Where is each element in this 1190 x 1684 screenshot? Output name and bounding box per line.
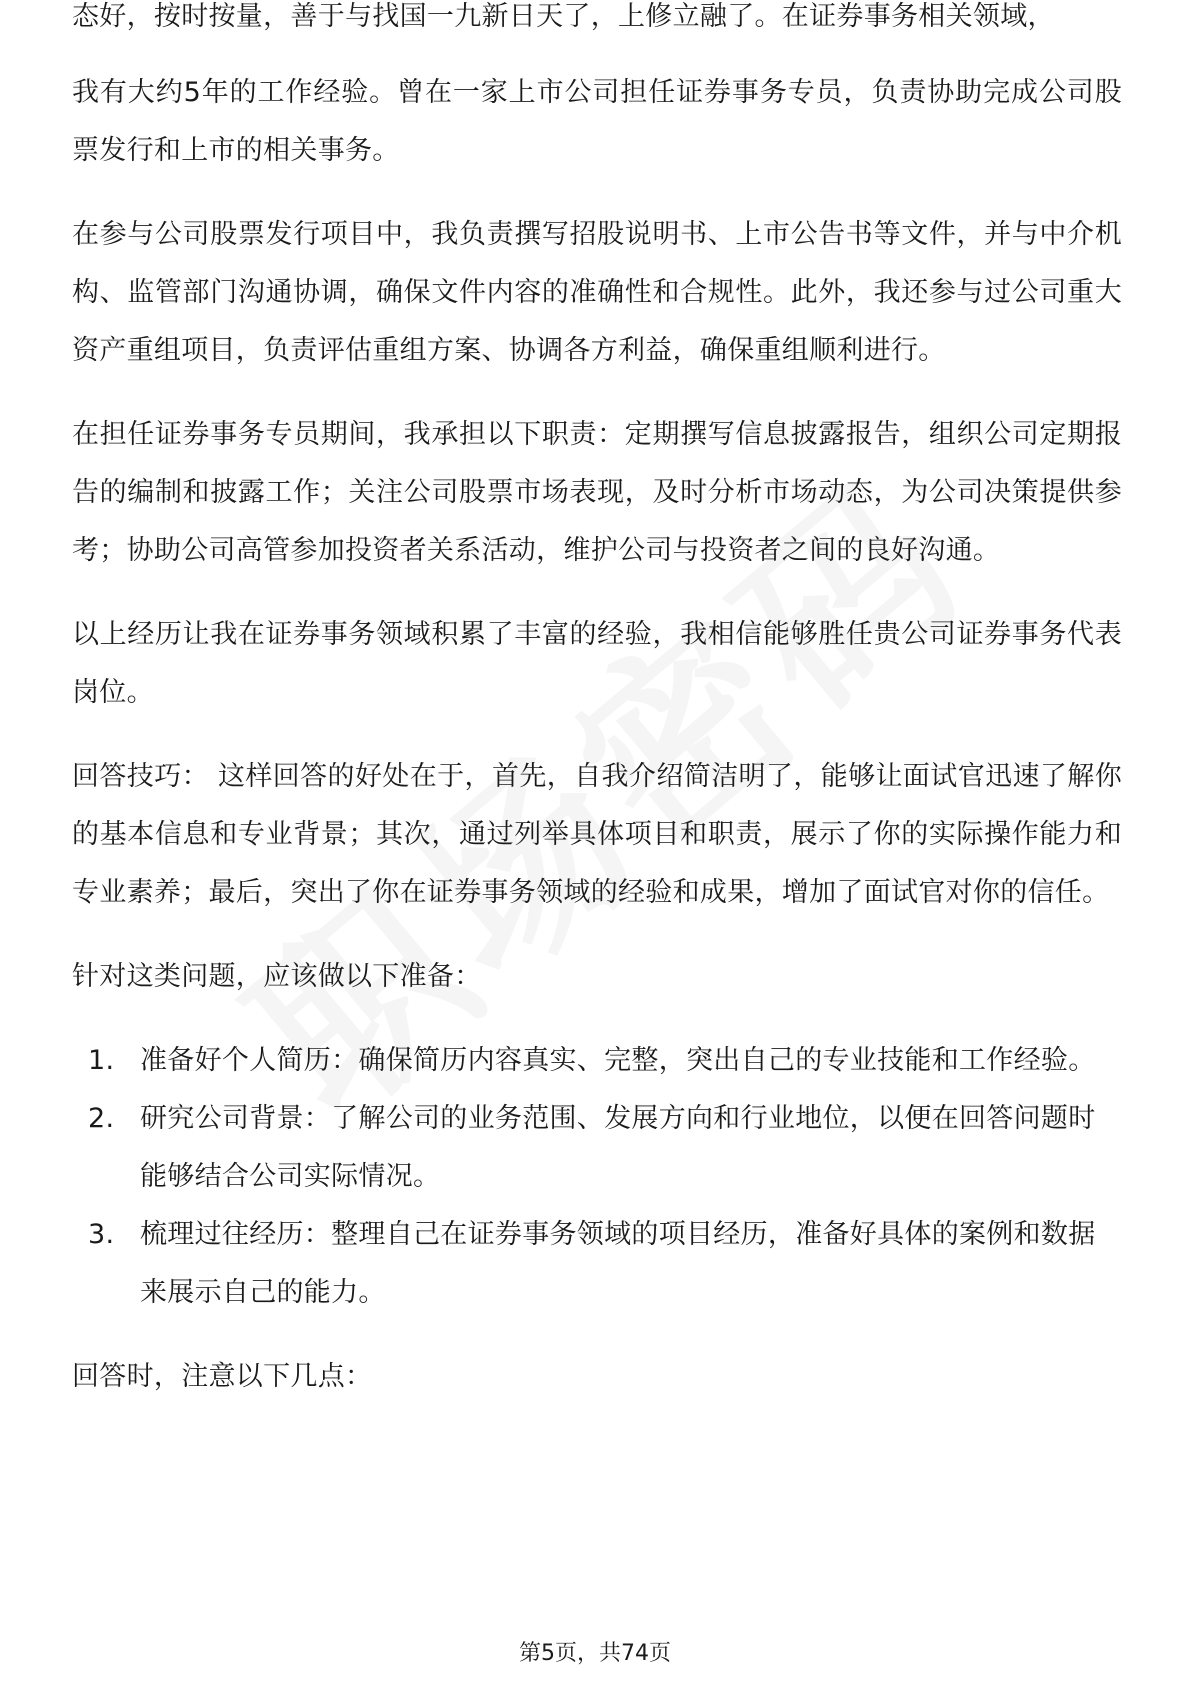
list-text: 梳理过往经历：整理自己在证券事务领域的项目经历，准备好具体的案例和数据来展示自己的能力。	[140, 1219, 1096, 1308]
list-text: 准备好个人简历：确保简历内容真实、完整，突出自己的专业技能和工作经验。	[140, 1045, 1096, 1076]
paragraph-tips: 回答技巧： 这样回答的好处在于，首先，自我介绍简洁明了，能够让面试官迅速了解你的基本信息和专业背景；其次，通过列举具体项目和职责，展示了你的实际操作能力和专业素养；最后，突出了你在证券事务领域的经验和成果，增加了面试官对你的信任。	[72, 761, 1122, 908]
page-number: 第5页，共74页	[519, 1641, 671, 1666]
list-item	[88, 1090, 1122, 1206]
paragraph-duties: 在担任证券事务专员期间，我承担以下职责：定期撰写信息披露报告，组织公司定期报告的编制和披露工作；关注公司股票市场表现，及时分析市场动态，为公司决策提供参考；协助公司高管参加投资者关系活动，维护公司与投资者之间的良好沟通。	[72, 419, 1122, 566]
paragraph-fragment: 态好，按时按量，善于与找国一九新日天了，上修立融了。在证券事务相关领域，	[72, 1, 1055, 32]
list-number: 1.	[88, 1045, 115, 1076]
list-item	[88, 1032, 1122, 1090]
paragraph-summary: 以上经历让我在证券事务领域积累了丰富的经验，我相信能够胜任贵公司证券事务代表岗位。	[72, 619, 1122, 708]
list-item	[88, 1206, 1122, 1322]
prep-list	[72, 1032, 1122, 1322]
paragraph-experience: 我有大约5年的工作经验。曾在一家上市公司担任证券事务专员，负责协助完成公司股票发行和上市的相关事务。	[72, 77, 1122, 166]
list-number: 3.	[88, 1219, 115, 1250]
paragraph-closing: 回答时，注意以下几点：	[72, 1361, 373, 1392]
list-text: 研究公司背景：了解公司的业务范围、发展方向和行业地位，以便在回答问题时能够结合公司实际情况。	[140, 1103, 1096, 1192]
list-number: 2.	[88, 1103, 115, 1134]
clipped-top-line	[72, 1, 1122, 66]
document-body	[72, 1, 1122, 1432]
paragraph-prep-intro: 针对这类问题，应该做以下准备：	[72, 961, 482, 992]
paragraph-projects: 在参与公司股票发行项目中，我负责撰写招股说明书、上市公告书等文件，并与中介机构、监管部门沟通协调，确保文件内容的准确性和合规性。此外，我还参与过公司重大资产重组项目，负责评估重组方案、协调各方利益，确保重组顺利进行。	[72, 219, 1122, 366]
